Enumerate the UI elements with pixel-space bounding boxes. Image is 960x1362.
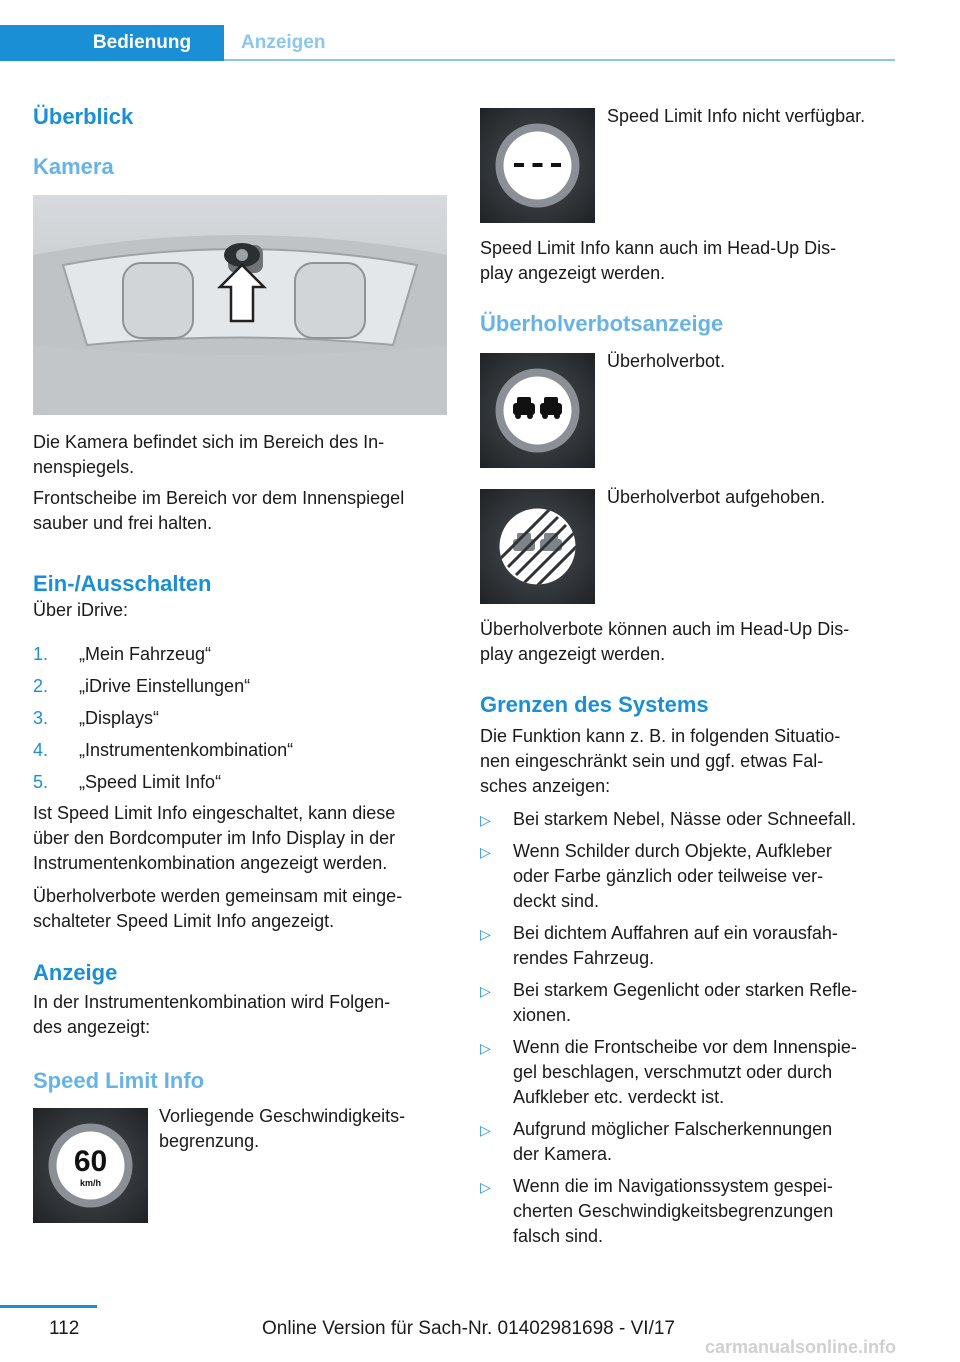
list-item — [480, 978, 900, 1028]
speed-sign-unit: km/h — [79, 1178, 102, 1188]
no-overtaking-text: Überholverbot. — [607, 351, 726, 371]
chapter-tabbar — [0, 25, 895, 63]
speed-sign-60-image — [33, 1108, 148, 1223]
bullet-triangle-icon: ▷ — [480, 844, 491, 860]
footer-accent-line — [0, 1305, 97, 1308]
list-item — [33, 674, 453, 706]
list-item — [480, 807, 900, 832]
bullet-text: Bei dichtem Auffahren auf ein vorausfah- rendes Fahrzeug. — [513, 923, 838, 968]
speed-limit-current-text: Vorliegende Geschwindigkeits- begrenzung. — [159, 1106, 406, 1151]
system-limits-intro: Die Funktion kann z. B. in folgenden Situatio- nen eingeschränkt sein und ggf. etwas Fal- sches anzeigen: — [480, 726, 841, 796]
bullet-text: Wenn die Frontscheibe vor dem Innenspie- gel beschlagen, verschmutzt oder durch Aufkleber etc. verdeckt ist. — [513, 1037, 857, 1107]
step-number: 2. — [33, 676, 49, 696]
heading-overview: Überblick — [33, 104, 134, 129]
list-item — [480, 1174, 900, 1249]
speed-limit-onoff-text: Ist Speed Limit Info eingeschaltet, kann diese über den Bordcomputer im Info Display in der Instrumentenkombination angezeigt werden. — [33, 803, 396, 873]
page-number: 112 — [49, 1318, 80, 1339]
online-version-text: Online Version für Sach-Nr. 01402981698 - VI/17 — [262, 1318, 675, 1339]
step-text: „Speed Limit Info“ — [79, 772, 222, 792]
bullet-triangle-icon: ▷ — [480, 926, 491, 942]
system-limits-list — [480, 807, 900, 1256]
bullet-text: Bei starkem Nebel, Nässe oder Schneefall. — [513, 809, 857, 829]
speed-sign-value: 60 — [73, 1145, 108, 1178]
speed-limit-na-image — [480, 108, 595, 223]
bullet-text: Wenn Schilder durch Objekte, Aufkleber oder Farbe gänzlich oder teilweise ver- deckt sind. — [513, 841, 832, 911]
bullet-text: Bei starkem Gegenlicht oder starken Refle- xionen. — [513, 980, 858, 1025]
bullet-triangle-icon: ▷ — [480, 1179, 491, 1195]
list-item — [33, 706, 453, 738]
step-text: „Displays“ — [79, 708, 160, 728]
end-no-overtaking-sign-image — [480, 489, 595, 604]
speed-limit-hud-text: Speed Limit Info kann auch im Head-Up Dis- play angezeigt werden. — [480, 238, 837, 283]
end-no-overtaking-text: Überholverbot aufgehoben. — [607, 487, 826, 507]
speed-limit-na-text: Speed Limit Info nicht verfügbar. — [607, 106, 866, 126]
heading-system-limits: Grenzen des Systems — [480, 692, 709, 717]
step-text: „Instrumentenkombination“ — [79, 740, 294, 760]
list-item — [480, 1035, 900, 1110]
idrive-intro: Über iDrive: — [33, 600, 129, 620]
heading-on-off: Ein-/Ausschalten — [33, 571, 212, 596]
watermark-text: carmanualsonline.info — [705, 1337, 897, 1357]
tab-bedienung[interactable]: Bedienung — [0, 25, 224, 61]
step-number: 5. — [33, 772, 49, 792]
bullet-triangle-icon: ▷ — [480, 812, 491, 828]
bullet-text: Aufgrund möglicher Falscherkennungen der Kamera. — [513, 1119, 833, 1164]
camera-image — [33, 195, 447, 415]
list-item — [480, 921, 900, 971]
list-item — [480, 839, 900, 914]
heading-camera: Kamera — [33, 154, 114, 179]
display-intro: In der Instrumentenkombination wird Folgen- des angezeigt: — [33, 992, 391, 1037]
step-text: „iDrive Einstellungen“ — [79, 676, 251, 696]
list-item — [33, 738, 453, 770]
heading-display: Anzeige — [33, 960, 118, 985]
step-text: „Mein Fahrzeug“ — [79, 644, 212, 664]
idrive-steps — [33, 642, 453, 802]
step-number: 3. — [33, 708, 49, 728]
heading-overtake-display: Überholverbotsanzeige — [480, 311, 724, 336]
bullet-text: Wenn die im Navigationssystem gespei- cherten Geschwindigkeitsbegrenzungen falsch sind. — [513, 1176, 834, 1246]
step-number: 1. — [33, 644, 49, 664]
overtake-combined-text: Überholverbote werden gemeinsam mit einge- schalteter Speed Limit Info angezeigt. — [33, 886, 403, 931]
tab-anzeigen[interactable]: Anzeigen — [241, 32, 326, 53]
windshield-illustration — [33, 195, 447, 415]
heading-speed-limit-info: Speed Limit Info — [33, 1068, 205, 1093]
step-number: 4. — [33, 740, 49, 760]
list-item — [480, 1117, 900, 1167]
tab-underline — [224, 59, 895, 61]
overtake-hud-text: Überholverbote können auch im Head-Up Dis- play angezeigt werden. — [480, 619, 850, 664]
bullet-triangle-icon: ▷ — [480, 1040, 491, 1056]
bullet-triangle-icon: ▷ — [480, 983, 491, 999]
camera-location-text: Die Kamera befindet sich im Bereich des In- nenspiegels. — [33, 432, 385, 477]
list-item — [33, 642, 453, 674]
camera-clean-text: Frontscheibe im Bereich vor dem Innenspiegel sauber und frei halten. — [33, 488, 405, 533]
bullet-triangle-icon: ▷ — [480, 1122, 491, 1138]
no-overtaking-sign-image — [480, 353, 595, 468]
list-item — [33, 770, 453, 802]
